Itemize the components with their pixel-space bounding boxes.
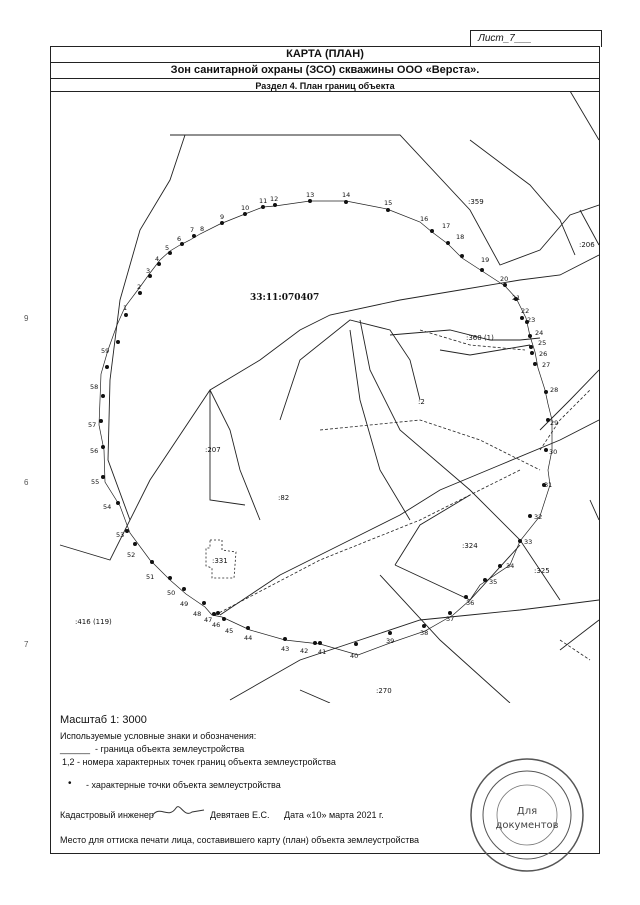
boundary-map: [51, 91, 599, 703]
point-labels: [88, 191, 558, 660]
parcel-label: :331: [212, 557, 228, 565]
map-scale: Масштаб 1: 3000: [60, 714, 147, 726]
point-label: 50: [167, 589, 176, 597]
point-label: 36: [466, 599, 475, 607]
point-label: 48: [193, 610, 202, 618]
cadastral-block-label: 33:11:070407: [250, 293, 320, 303]
signature-scribble: [148, 800, 208, 822]
legend-boundary: - граница объекта землеустройства: [95, 744, 245, 754]
point-label: 37: [446, 615, 455, 623]
point-label: 40: [350, 652, 359, 660]
point-label: 45: [225, 627, 234, 635]
point-label: 19: [481, 256, 490, 264]
point-label: 10: [241, 204, 250, 212]
parcel-lines: [60, 91, 599, 703]
point-label: 47: [204, 616, 213, 624]
engineer-role: Кадастровый инженер: [60, 810, 154, 820]
stamp-text-1: Для: [516, 806, 538, 817]
point-label: 57: [88, 421, 97, 429]
legend-numbers: 1,2 - номера характерных точек границ объекта землеустройства: [62, 757, 336, 767]
point-label: 35: [489, 578, 498, 586]
point-label: 38: [420, 629, 429, 637]
zone-boundary: [99, 201, 552, 655]
subtitle-divider: [50, 78, 600, 79]
point-label: 7: [190, 226, 195, 234]
title-divider: [50, 62, 600, 63]
round-stamp: [468, 756, 586, 874]
point-label: 6: [177, 235, 182, 243]
point-label: 34: [506, 562, 515, 570]
parcel-label: :82: [278, 494, 290, 502]
point-label: 14: [342, 191, 351, 199]
parcel-label: :360 (1): [466, 334, 494, 342]
point-label: 52: [127, 551, 136, 559]
point-label: 41: [318, 648, 327, 656]
parcel-label: :206: [579, 241, 595, 249]
point-label: 51: [146, 573, 155, 581]
margin-mark: 9: [24, 314, 29, 323]
point-label: 44: [244, 634, 253, 642]
point-label: 13: [306, 191, 315, 199]
point-label: 26: [539, 350, 548, 358]
boundary-points: [99, 199, 553, 646]
point-label: 59: [101, 347, 110, 355]
parcel-label: :270: [376, 687, 392, 695]
parcel-label: :416 (119): [75, 618, 112, 626]
point-label: 21: [512, 294, 521, 302]
point-label: 20: [500, 275, 509, 283]
point-label: 9: [220, 213, 225, 221]
point-label: 42: [300, 647, 309, 655]
parcel-label: :2: [418, 398, 425, 406]
point-label: 53: [116, 531, 125, 539]
section-title: Раздел 4. План границ объекта: [255, 81, 395, 91]
point-label: 30: [549, 448, 558, 456]
point-label: 49: [180, 600, 189, 608]
point-label: 27: [542, 361, 551, 369]
document-title: КАРТА (ПЛАН): [286, 48, 364, 60]
parcel-label: :324: [462, 542, 478, 550]
point-label: 58: [90, 383, 99, 391]
point-label: 12: [270, 195, 279, 203]
point-label: 43: [281, 645, 290, 653]
point-label: 1: [123, 304, 128, 312]
point-label: 55: [91, 478, 100, 486]
parcel-label: :325: [534, 567, 550, 575]
point-label: 11: [259, 197, 268, 205]
margin-mark: 7: [24, 640, 29, 649]
legend-point-symbol: •: [68, 778, 72, 789]
point-label: 4: [155, 255, 160, 263]
sheet-number: Лист_7___: [478, 33, 532, 44]
parcel-label: :359: [468, 198, 484, 206]
point-label: 15: [384, 199, 393, 207]
legend-title: Используемые условные знаки и обозначения:: [60, 731, 257, 741]
point-label: 8: [200, 225, 205, 233]
point-label: 16: [420, 215, 429, 223]
engineer-name: Девятаев Е.С.: [210, 810, 270, 820]
signature-date: Дата «10» марта 2021 г.: [284, 810, 384, 820]
point-label: 2: [137, 283, 142, 291]
point-label: 33: [524, 538, 533, 546]
point-label: 46: [212, 621, 221, 629]
point-label: 25: [538, 339, 547, 347]
parcel-label: :207: [205, 446, 221, 454]
document-subtitle: Зон санитарной охраны (ЗСО) скважины ООО «Верста».: [170, 64, 480, 76]
legend-points: - характерные точки объекта землеустройства: [86, 780, 281, 790]
point-label: 39: [386, 637, 395, 645]
point-label: 18: [456, 233, 465, 241]
point-label: 28: [550, 386, 559, 394]
point-label: 5: [165, 244, 170, 252]
point-label: 56: [90, 447, 99, 455]
point-label: 54: [103, 503, 112, 511]
point-label: 31: [544, 481, 553, 489]
seal-place-caption: Место для оттиска печати лица, составившего карту (план) объекта землеустройства: [60, 835, 419, 845]
point-label: 32: [534, 513, 543, 521]
legend-boundary-symbol: ______: [60, 744, 91, 754]
point-label: 24: [535, 329, 544, 337]
point-label: 17: [442, 222, 451, 230]
dashed-lines: [215, 330, 590, 660]
point-label: 22: [521, 307, 530, 315]
point-label: 29: [550, 419, 559, 427]
stamp-text-2: документов: [495, 820, 559, 831]
point-label: 3: [146, 267, 151, 275]
margin-mark: 6: [24, 478, 29, 487]
point-label: 23: [527, 316, 536, 324]
